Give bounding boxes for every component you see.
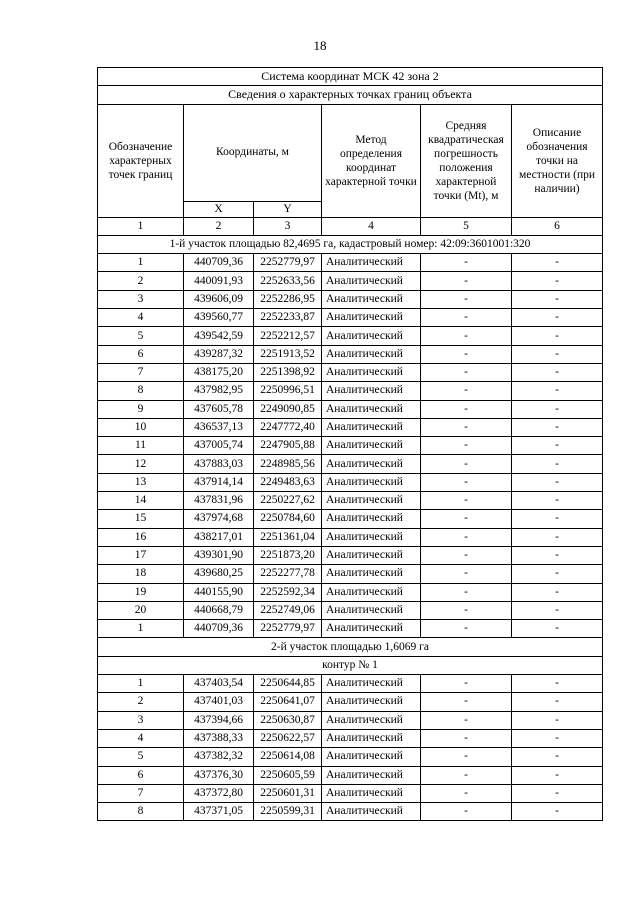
method: Аналитический [322, 492, 421, 510]
coord-y: 2250784,60 [254, 510, 322, 528]
error-value: - [421, 492, 512, 510]
header-coordinates: Координаты, м [184, 104, 322, 201]
coord-x: 439606,09 [184, 290, 254, 308]
table-row [98, 510, 603, 528]
group-title: 1-й участок площадью 82,4695 га, кадастровый номер: 42:09:3601001:320 [98, 235, 603, 253]
method: Аналитический [322, 363, 421, 381]
error-value: - [421, 455, 512, 473]
method: Аналитический [322, 583, 421, 601]
point-number: 9 [98, 400, 184, 418]
coord-x: 437974,68 [184, 510, 254, 528]
table-row [98, 711, 603, 729]
header-x: X [184, 201, 254, 217]
point-number: 4 [98, 309, 184, 327]
coord-x: 438217,01 [184, 528, 254, 546]
method: Аналитический [322, 620, 421, 638]
coord-y: 2251873,20 [254, 546, 322, 564]
point-number: 13 [98, 473, 184, 491]
description-value: - [512, 290, 603, 308]
error-value: - [421, 382, 512, 400]
coord-x: 440155,90 [184, 583, 254, 601]
point-number: 7 [98, 363, 184, 381]
method: Аналитический [322, 437, 421, 455]
coord-x: 437401,03 [184, 693, 254, 711]
point-number: 11 [98, 437, 184, 455]
table-row [98, 766, 603, 784]
error-value: - [421, 327, 512, 345]
column-number: 2 [184, 217, 254, 235]
method: Аналитический [322, 309, 421, 327]
error-value: - [421, 583, 512, 601]
point-number: 5 [98, 748, 184, 766]
error-value: - [421, 363, 512, 381]
coord-y: 2250644,85 [254, 675, 322, 693]
coord-x: 437372,80 [184, 784, 254, 802]
description-value: - [512, 693, 603, 711]
point-number: 2 [98, 272, 184, 290]
error-value: - [421, 400, 512, 418]
point-number: 19 [98, 583, 184, 601]
coord-y: 2248985,56 [254, 455, 322, 473]
coord-y: 2250996,51 [254, 382, 322, 400]
coord-y: 2252286,95 [254, 290, 322, 308]
header-method: Метод определения координат характерной точки [322, 104, 421, 217]
method: Аналитический [322, 473, 421, 491]
method: Аналитический [322, 766, 421, 784]
coord-x: 437005,74 [184, 437, 254, 455]
method: Аналитический [322, 418, 421, 436]
method: Аналитический [322, 784, 421, 802]
description-value: - [512, 345, 603, 363]
error-value: - [421, 528, 512, 546]
error-value: - [421, 254, 512, 272]
table-row [98, 565, 603, 583]
coord-x: 437403,54 [184, 675, 254, 693]
description-value: - [512, 363, 603, 381]
error-value: - [421, 748, 512, 766]
coord-y: 2252277,78 [254, 565, 322, 583]
table-row [98, 327, 603, 345]
group-title-row [98, 638, 603, 656]
method: Аналитический [322, 345, 421, 363]
point-number: 10 [98, 418, 184, 436]
coord-y: 2247772,40 [254, 418, 322, 436]
method: Аналитический [322, 601, 421, 619]
table-row [98, 693, 603, 711]
description-value: - [512, 309, 603, 327]
method: Аналитический [322, 382, 421, 400]
coord-x: 437883,03 [184, 455, 254, 473]
column-number: 5 [421, 217, 512, 235]
coord-y: 2250601,31 [254, 784, 322, 802]
point-number: 1 [98, 675, 184, 693]
error-value: - [421, 309, 512, 327]
table-row [98, 620, 603, 638]
point-number: 14 [98, 492, 184, 510]
coord-x: 439542,59 [184, 327, 254, 345]
method: Аналитический [322, 693, 421, 711]
method: Аналитический [322, 528, 421, 546]
system-title: Система координат МСК 42 зона 2 [98, 68, 603, 86]
description-value: - [512, 272, 603, 290]
coord-x: 439680,25 [184, 565, 254, 583]
section-title-row [98, 86, 603, 104]
table-row [98, 729, 603, 747]
coord-y: 2250227,62 [254, 492, 322, 510]
point-number: 18 [98, 565, 184, 583]
method: Аналитический [322, 729, 421, 747]
coord-y: 2252212,57 [254, 327, 322, 345]
table-row [98, 455, 603, 473]
description-value: - [512, 510, 603, 528]
table-row [98, 748, 603, 766]
table-row [98, 601, 603, 619]
point-number: 6 [98, 766, 184, 784]
system-title-row [98, 68, 603, 86]
description-value: - [512, 766, 603, 784]
header-y: Y [254, 201, 322, 217]
description-value: - [512, 620, 603, 638]
description-value: - [512, 711, 603, 729]
coord-x: 440668,79 [184, 601, 254, 619]
coord-x: 437382,32 [184, 748, 254, 766]
table-row [98, 473, 603, 491]
point-number: 20 [98, 601, 184, 619]
error-value: - [421, 345, 512, 363]
coord-y: 2247905,88 [254, 437, 322, 455]
column-numbers-row [98, 217, 603, 235]
description-value: - [512, 784, 603, 802]
error-value: - [421, 620, 512, 638]
coord-y: 2249483,63 [254, 473, 322, 491]
coord-y: 2251398,92 [254, 363, 322, 381]
description-value: - [512, 528, 603, 546]
point-number: 6 [98, 345, 184, 363]
error-value: - [421, 675, 512, 693]
table-row [98, 675, 603, 693]
coord-y: 2250630,87 [254, 711, 322, 729]
table-row [98, 309, 603, 327]
description-value: - [512, 327, 603, 345]
error-value: - [421, 784, 512, 802]
table-row [98, 254, 603, 272]
coord-y: 2251361,04 [254, 528, 322, 546]
description-value: - [512, 601, 603, 619]
coord-x: 440709,36 [184, 254, 254, 272]
table-body [98, 68, 603, 821]
column-number: 1 [98, 217, 184, 235]
coord-y: 2250622,57 [254, 729, 322, 747]
coord-x: 437982,95 [184, 382, 254, 400]
coord-y: 2252233,87 [254, 309, 322, 327]
page-number: 18 [313, 38, 327, 53]
coord-y: 2252749,06 [254, 601, 322, 619]
method: Аналитический [322, 748, 421, 766]
point-number: 12 [98, 455, 184, 473]
coordinates-table [97, 67, 603, 821]
method: Аналитический [322, 290, 421, 308]
point-number: 4 [98, 729, 184, 747]
coord-y: 2252779,97 [254, 254, 322, 272]
error-value: - [421, 693, 512, 711]
coord-y: 2250614,08 [254, 748, 322, 766]
table-row [98, 400, 603, 418]
coord-x: 437376,30 [184, 766, 254, 784]
description-value: - [512, 583, 603, 601]
description-value: - [512, 382, 603, 400]
error-value: - [421, 290, 512, 308]
table-row [98, 803, 603, 821]
coord-x: 437914,14 [184, 473, 254, 491]
header-description: Описание обозначения точки на местности (при наличии) [512, 104, 603, 217]
error-value: - [421, 803, 512, 821]
coord-x: 440091,93 [184, 272, 254, 290]
coord-x: 439560,77 [184, 309, 254, 327]
coord-y: 2249090,85 [254, 400, 322, 418]
point-number: 1 [98, 254, 184, 272]
coord-x: 436537,13 [184, 418, 254, 436]
table-row [98, 583, 603, 601]
table-row [98, 382, 603, 400]
description-value: - [512, 455, 603, 473]
point-number: 17 [98, 546, 184, 564]
method: Аналитический [322, 546, 421, 564]
error-value: - [421, 546, 512, 564]
header-designation: Обозначение характерных точек границ [98, 104, 184, 217]
coord-y: 2252633,56 [254, 272, 322, 290]
error-value: - [421, 711, 512, 729]
column-number: 3 [254, 217, 322, 235]
point-number: 3 [98, 711, 184, 729]
description-value: - [512, 748, 603, 766]
contour-title: контур № 1 [98, 656, 603, 674]
table-row [98, 492, 603, 510]
description-value: - [512, 418, 603, 436]
table-row [98, 546, 603, 564]
table-row [98, 345, 603, 363]
error-value: - [421, 510, 512, 528]
table-row [98, 272, 603, 290]
description-value: - [512, 675, 603, 693]
point-number: 8 [98, 382, 184, 400]
coord-x: 439287,32 [184, 345, 254, 363]
header-error: Средняя квадратическая погрешность положения характерной точки (Mt), м [421, 104, 512, 217]
table-row [98, 528, 603, 546]
error-value: - [421, 766, 512, 784]
method: Аналитический [322, 565, 421, 583]
point-number: 5 [98, 327, 184, 345]
description-value: - [512, 492, 603, 510]
coord-y: 2250641,07 [254, 693, 322, 711]
description-value: - [512, 546, 603, 564]
coord-x: 437371,05 [184, 803, 254, 821]
coord-y: 2252779,97 [254, 620, 322, 638]
method: Аналитический [322, 272, 421, 290]
section-title: Сведения о характерных точках границ объекта [98, 86, 603, 104]
coord-x: 438175,20 [184, 363, 254, 381]
method: Аналитический [322, 675, 421, 693]
table-row [98, 437, 603, 455]
coord-y: 2250599,31 [254, 803, 322, 821]
description-value: - [512, 254, 603, 272]
point-number: 2 [98, 693, 184, 711]
method: Аналитический [322, 400, 421, 418]
coord-y: 2251913,52 [254, 345, 322, 363]
table-row [98, 290, 603, 308]
error-value: - [421, 272, 512, 290]
column-number: 6 [512, 217, 603, 235]
coord-y: 2252592,34 [254, 583, 322, 601]
point-number: 3 [98, 290, 184, 308]
error-value: - [421, 601, 512, 619]
error-value: - [421, 473, 512, 491]
method: Аналитический [322, 455, 421, 473]
point-number: 1 [98, 620, 184, 638]
coord-x: 440709,36 [184, 620, 254, 638]
header-row [98, 104, 603, 201]
point-number: 7 [98, 784, 184, 802]
coord-x: 437605,78 [184, 400, 254, 418]
point-number: 16 [98, 528, 184, 546]
method: Аналитический [322, 327, 421, 345]
table-row [98, 784, 603, 802]
description-value: - [512, 437, 603, 455]
error-value: - [421, 437, 512, 455]
description-value: - [512, 565, 603, 583]
method: Аналитический [322, 510, 421, 528]
group-title-row [98, 656, 603, 674]
error-value: - [421, 418, 512, 436]
description-value: - [512, 400, 603, 418]
table-row [98, 363, 603, 381]
point-number: 15 [98, 510, 184, 528]
description-value: - [512, 729, 603, 747]
coord-x: 437394,66 [184, 711, 254, 729]
column-number: 4 [322, 217, 421, 235]
coord-x: 437831,96 [184, 492, 254, 510]
group-title: 2-й участок площадью 1,6069 га [98, 638, 603, 656]
method: Аналитический [322, 254, 421, 272]
coord-x: 439301,90 [184, 546, 254, 564]
point-number: 8 [98, 803, 184, 821]
group-title-row [98, 235, 603, 253]
coord-x: 437388,33 [184, 729, 254, 747]
coord-y: 2250605,59 [254, 766, 322, 784]
error-value: - [421, 729, 512, 747]
method: Аналитический [322, 711, 421, 729]
description-value: - [512, 473, 603, 491]
table-row [98, 418, 603, 436]
description-value: - [512, 803, 603, 821]
error-value: - [421, 565, 512, 583]
method: Аналитический [322, 803, 421, 821]
